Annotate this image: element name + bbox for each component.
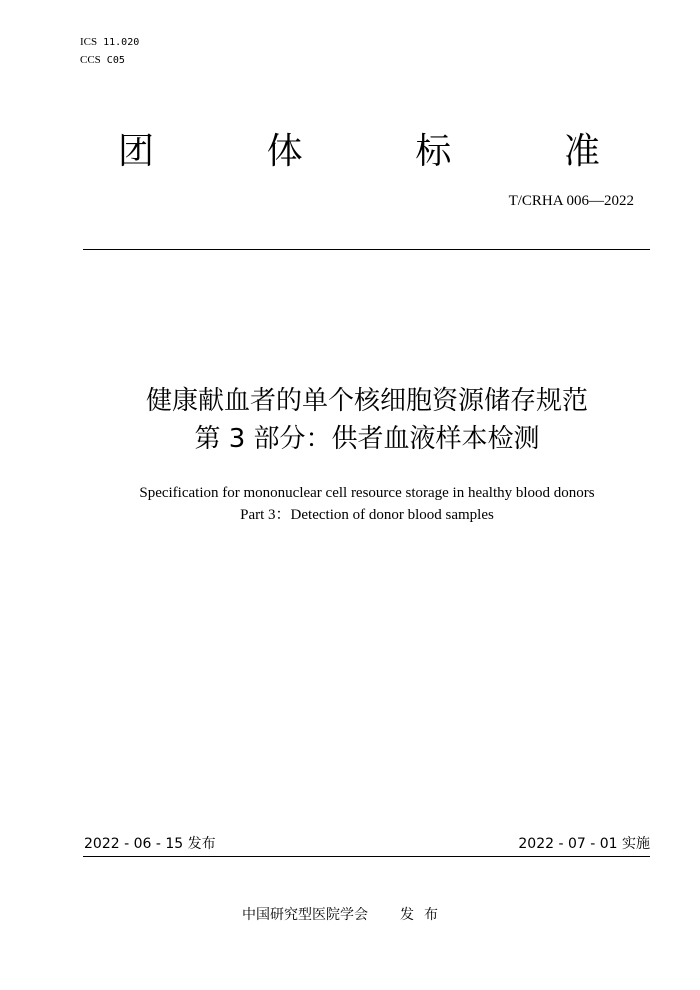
standard-number: T/CRHA 006—2022	[508, 193, 634, 209]
title-en-line-1: Specification for mononuclear cell resource storage in healthy blood donors	[139, 485, 595, 501]
standard-type-heading	[118, 128, 600, 176]
publisher-line	[242, 905, 448, 925]
standard-type-char: 准	[563, 131, 600, 172]
ics-label: ICS	[80, 36, 98, 48]
standard-type-char: 体	[266, 131, 303, 172]
publisher-name: 中国研究型医院学会	[242, 907, 368, 923]
title-en-line-2: Part 3：Detection of donor blood samples	[240, 507, 494, 523]
ics-code: 11.020	[103, 37, 140, 48]
title-cn-line-1: 健康献血者的单个核细胞资源储存规范	[145, 386, 588, 416]
ccs-label: CCS	[80, 54, 101, 66]
top-divider	[83, 249, 650, 250]
ccs-classification	[80, 53, 125, 68]
implementation-date: 2022 - 07 - 01 实施	[518, 836, 650, 852]
ccs-code: C05	[106, 55, 125, 66]
issue-date: 2022 - 06 - 15 发布	[84, 836, 216, 852]
standard-type-char: 团	[118, 131, 155, 172]
bottom-divider	[83, 856, 650, 857]
title-cn-line-2: 第 3 部分：供者血液样本检测	[194, 424, 540, 454]
publish-label: 发布	[400, 907, 448, 923]
ics-classification	[80, 35, 139, 50]
standard-type-char: 标	[415, 131, 452, 172]
